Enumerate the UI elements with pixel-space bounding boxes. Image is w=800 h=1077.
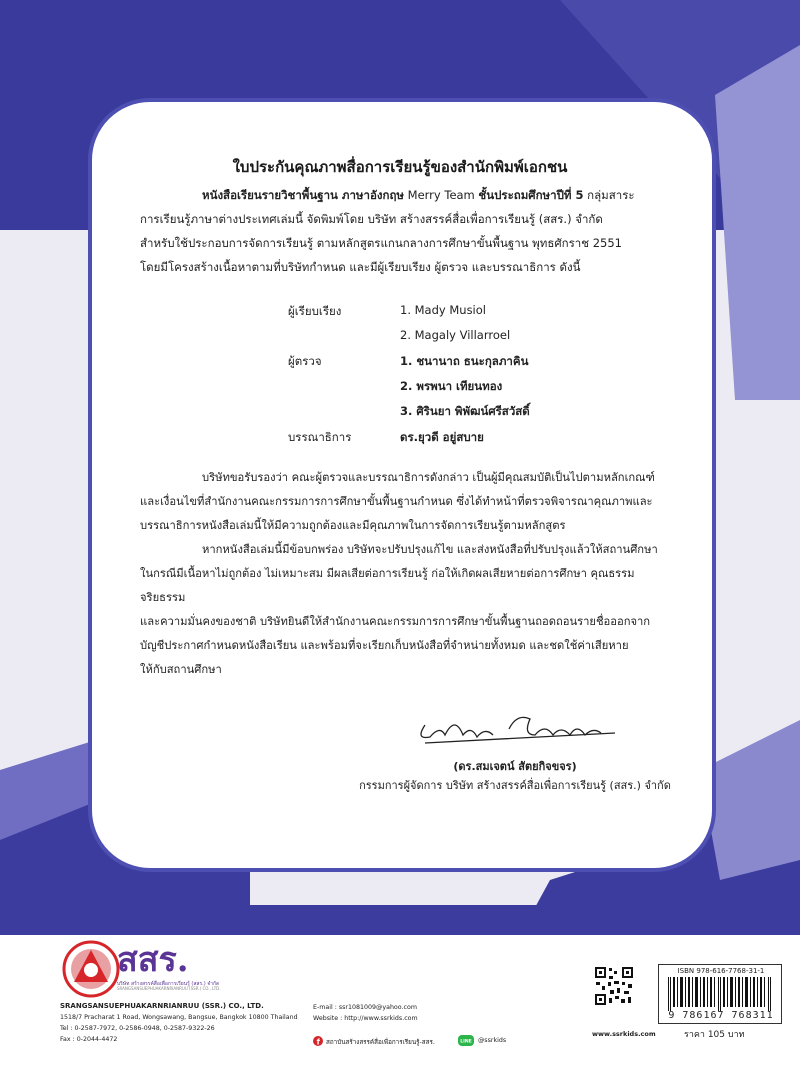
- credit-row-editor: [288, 429, 648, 449]
- facebook-page[interactable]: สถาบันสร้างสรรค์สื่อเพื่อการเรียนรู้-สสร.: [326, 1039, 435, 1046]
- logo-subtitle-en: SRANGSANSUEPHUAKARNRIANRUU (SSR.) CO., LTD.: [117, 986, 221, 991]
- intro-bold: หนังสือเรียนรายวิชาพื้นฐาน ภาษาอังกฤษ: [202, 188, 404, 202]
- barcode-icon: [666, 977, 774, 1011]
- facebook-icon: [313, 1036, 323, 1046]
- company-address: 1518/7 Pracharat 1 Road, Wongsawang, Bangsue, Bangkok 10800 Thailand: [60, 1014, 298, 1021]
- contact-email[interactable]: E-mail : ssr1081009@yahoo.com: [313, 1004, 417, 1011]
- intro-line-2: การเรียนรู้ภาษาต่างประเทศเล่มนี้ จัดพิมพ์โดย บริษัท สร้างสรรค์สื่อเพื่อการเรียนรู้ (สสร.) จำกัด: [140, 212, 603, 226]
- signer-name: (ดร.สมเจตน์ สัตยกิจขจร): [453, 760, 577, 773]
- reviewer-name: 2. พรพนา เทียนทอง: [400, 379, 503, 393]
- body-p1-line-2: และเงื่อนไขที่สำนักงานคณะกรรมการการศึกษาขั้นพื้นฐานกำหนด ซึ่งได้ทำหน้าที่ตรวจพิจารณาคุณภาพและ: [140, 495, 653, 508]
- body-p2-line-1: หากหนังสือเล่มนี้มีข้อบกพร่อง บริษัทจะปรับปรุงแก้ไข และส่งหนังสือที่ปรับปรุงแล้วให้สถานศึกษา: [202, 543, 658, 556]
- body-p2-line-4: บัญชีประกาศกำหนดหนังสือเรียน และพร้อมที่จะเรียกเก็บหนังสือที่จำหน่ายทั้งหมด และชดใช้ค่าเสียหาย: [140, 639, 629, 652]
- reviewer-name: 3. ศิรินยา พิพัฒน์ศรีสวัสดิ์: [400, 404, 530, 418]
- body-p2-line-3: และความมั่นคงของชาติ บริษัทยินดีให้สำนักงานคณะกรรมการการศึกษาขั้นพื้นฐานถอดถอนรายชื่อออกจาก: [140, 615, 651, 628]
- intro-line-4: โดยมีโครงสร้างเนื้อหาตามที่บริษัทกำหนด และมีผู้เรียบเรียง ผู้ตรวจ และบรรณาธิการ ดังนี้: [140, 260, 581, 274]
- line-id[interactable]: @ssrkids: [478, 1037, 507, 1044]
- credit-row-reviewer-3: [288, 403, 648, 423]
- credit-row-reviewer-1: [288, 353, 648, 373]
- qr-code-icon: [594, 966, 634, 1006]
- logo-subtitle: บริษัท สร้างสรรค์สื่อเพื่อการเรียนรู้ (สสร.) จำกัด: [117, 981, 220, 987]
- contact-website[interactable]: Website : http://www.ssrkids.com: [313, 1015, 418, 1022]
- body-p1-line-3: บรรณาธิการหนังสือเล่มนี้ให้มีความถูกต้องและมีคุณภาพในการจัดการเรียนรู้ตามหลักสูตร: [140, 519, 566, 532]
- website-label[interactable]: www.ssrkids.com: [592, 1030, 656, 1038]
- certificate-body: [140, 466, 680, 682]
- author-name: 1. Mady Musiol: [400, 303, 486, 317]
- barcode-number: 9 786167 768311: [668, 1010, 774, 1021]
- price-label: ราคา 105 บาท: [684, 1030, 745, 1040]
- editor-label: บรรณาธิการ: [288, 430, 352, 444]
- company-name: SRANGSANSUEPHUAKARNRIANRUU (SSR.) CO., LTD.: [60, 1002, 264, 1010]
- svg-text:f: f: [316, 1037, 320, 1046]
- intro-rest: กลุ่มสาระ: [587, 188, 635, 202]
- logo-text: สสร.: [117, 940, 189, 980]
- signature-scribble: [405, 705, 625, 749]
- reviewers-label: ผู้ตรวจ: [288, 354, 322, 368]
- publisher-logo-icon: [62, 940, 120, 998]
- signer-position: กรรมการผู้จัดการ บริษัท สร้างสรรค์สื่อเพื่อการเรียนรู้ (สสร.) จำกัด: [359, 779, 671, 792]
- certificate-title: ใบประกันคุณภาพสื่อการเรียนรู้ของสำนักพิมพ์เอกชน: [232, 158, 568, 176]
- credit-row-author-2: [288, 328, 648, 348]
- svg-text:LINE: LINE: [460, 1039, 472, 1045]
- editor-name: ดร.ยุวดี อยู่สบาย: [400, 430, 484, 444]
- intro-series: Merry Team: [407, 188, 475, 202]
- body-p1-line-1: บริษัทขอรับรองว่า คณะผู้ตรวจและบรรณาธิการดังกล่าว เป็นผู้มีคุณสมบัติเป็นไปตามหลักเกณฑ์: [202, 471, 655, 484]
- certificate-intro: [140, 183, 680, 279]
- isbn-block: [658, 964, 782, 1024]
- credit-row-reviewer-2: [288, 378, 648, 398]
- reviewer-name: 1. ชนานาถ ธนะกุลภาคิน: [400, 354, 529, 368]
- body-p2-line-5: ให้กับสถานศึกษา: [140, 663, 222, 676]
- line-app-icon: [458, 1035, 474, 1046]
- company-fax: Fax : 0-2044-4472: [60, 1036, 118, 1043]
- author-name: 2. Magaly Villarroel: [400, 328, 511, 342]
- intro-grade: ชั้นประถมศึกษาปีที่ 5: [478, 188, 584, 202]
- company-tel: Tel : 0-2587-7972, 0-2586-0948, 0-2587-9322-26: [60, 1025, 215, 1032]
- intro-line-3: สำหรับใช้ประกอบการจัดการเรียนรู้ ตามหลักสูตรแกนกลางการศึกษาขั้นพื้นฐาน พุทธศักราช 2551: [140, 236, 622, 250]
- authors-label: ผู้เรียบเรียง: [288, 304, 342, 318]
- credit-row-author-1: [288, 303, 648, 323]
- isbn-label: ISBN 978-616-7768-31-1: [677, 967, 765, 975]
- body-p2-line-2: ในกรณีมีเนื้อหาไม่ถูกต้อง ไม่เหมาะสม มีผลเสียต่อการเรียนรู้ ก่อให้เกิดผลเสียหายต่อการศึกษา คุณธรรม จริยธรรม: [140, 567, 635, 604]
